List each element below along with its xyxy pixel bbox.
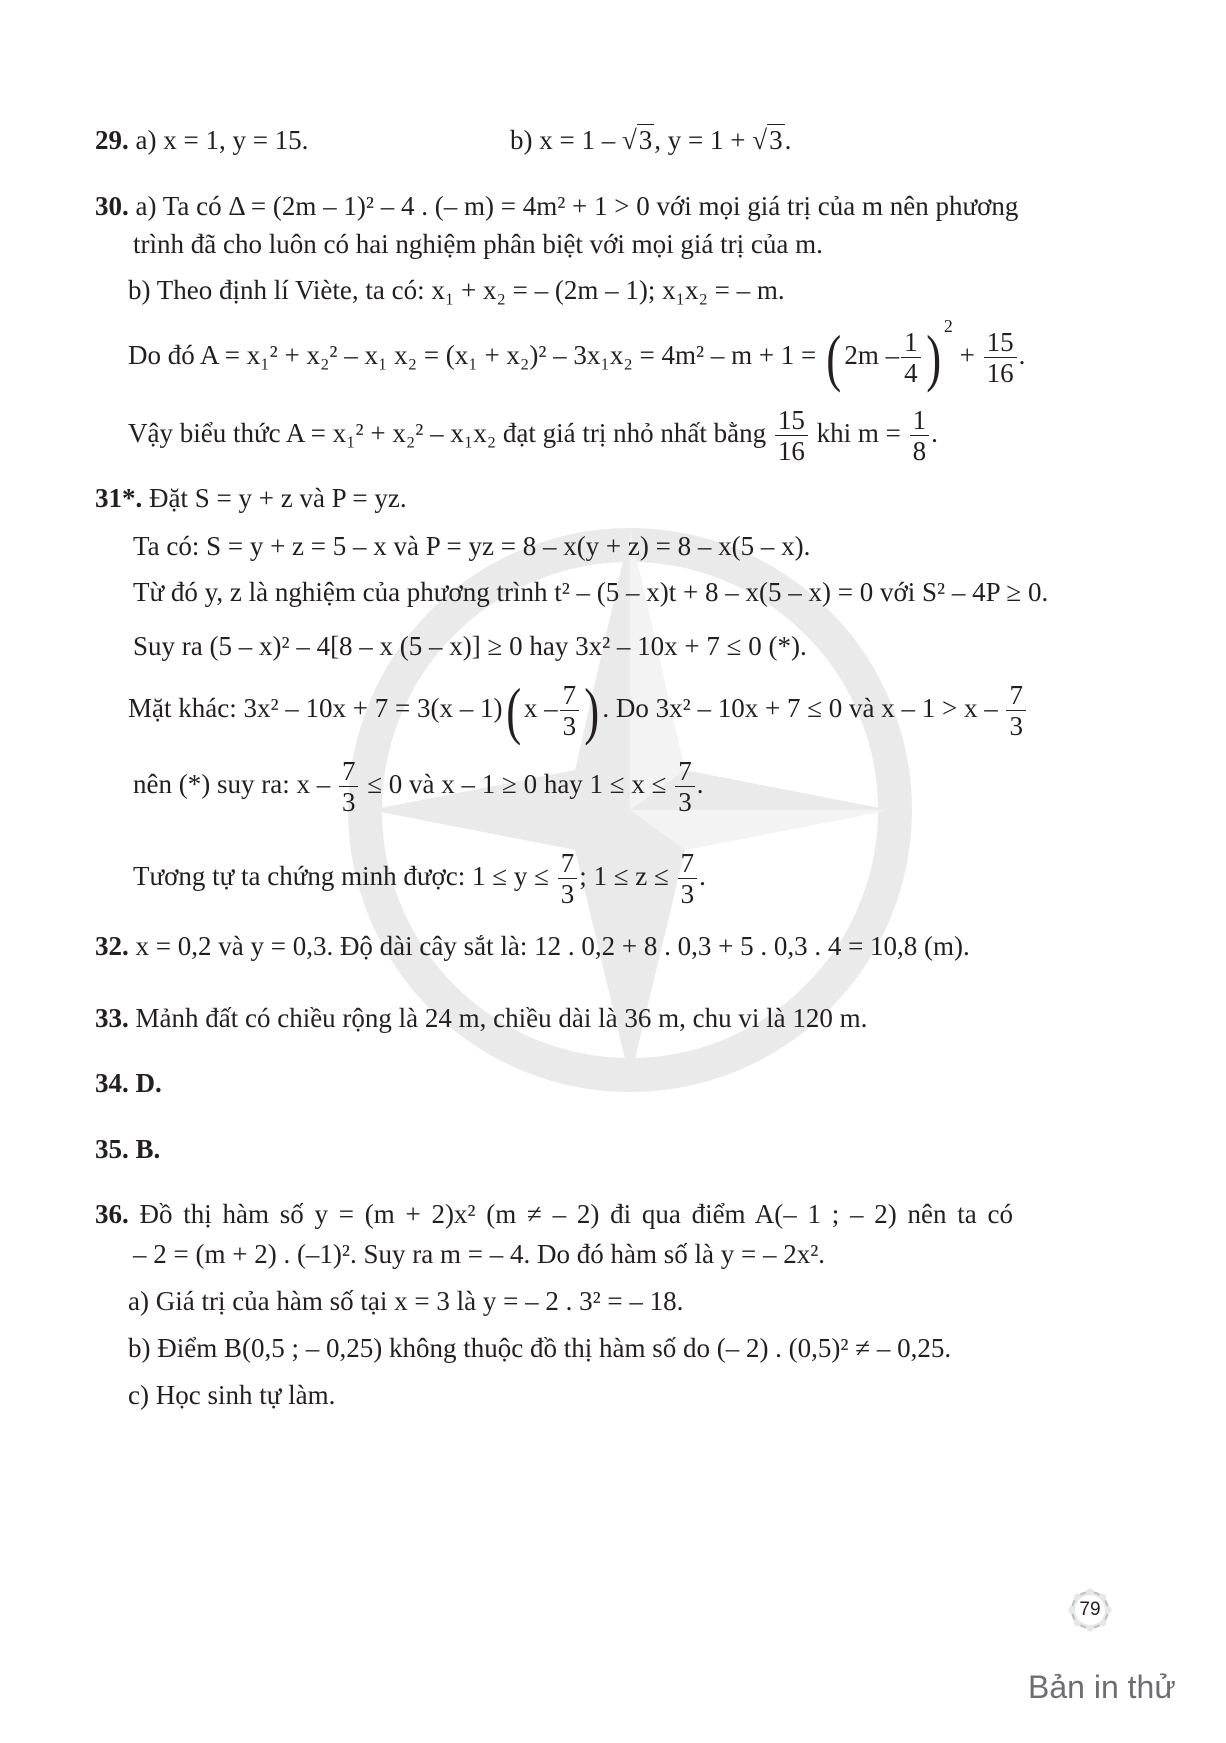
right-paren: ) xyxy=(584,674,600,746)
plus-sign: + xyxy=(959,340,975,370)
numerator: 15 xyxy=(775,405,808,436)
answer-number: 32. xyxy=(95,931,129,961)
answer-30-b-text2: Do đó A = x₁² + x₂² – x₁ x₂ = (x₁ + x₂)² – 3x₁x₂ = 4m² – m + 1 = xyxy=(128,340,817,370)
answer-33 xyxy=(95,1002,867,1034)
numerator: 7 xyxy=(339,756,359,787)
answer-number: 36. xyxy=(95,1199,129,1229)
fraction xyxy=(1006,680,1026,741)
answer-30-a-text1: a) Ta có Δ = (2m – 1)² – 4 . (– m) = 4m² + 1 > 0 với mọi giá trị của m nên phương xyxy=(135,191,1019,221)
answer-number: 30. xyxy=(95,191,129,221)
answer-31-text1: Đặt S = y + z và P = yz. xyxy=(149,483,407,513)
answer-number: 29. xyxy=(95,125,129,155)
answer-31-text5b: . Do 3x² – 10x + 7 ≤ 0 và x – 1 > x – xyxy=(602,692,998,723)
answer-35: 35. B. xyxy=(95,1134,161,1164)
answer-31-line2: Ta có: S = y + z = 5 – x và P = yz = 8 – x(y + z) = 8 – x(5 – x). xyxy=(133,531,811,561)
answer-31-line3: Từ đó y, z là nghiệm của phương trình t² – (5 – x)t + 8 – x(5 – x) = 0 với S² – 4P ≥ 0. xyxy=(133,577,1049,607)
fraction xyxy=(675,756,695,817)
denominator: 3 xyxy=(560,879,575,910)
fraction xyxy=(910,405,930,466)
sqrt-radicand: 3 xyxy=(638,125,653,155)
left-paren: ( xyxy=(826,322,842,393)
fraction xyxy=(984,327,1017,388)
numerator: 7 xyxy=(678,848,698,879)
page-number-badge xyxy=(1068,1588,1112,1632)
period: . xyxy=(699,860,706,891)
answer-29-b-mid: , y = 1 + xyxy=(654,125,753,155)
numerator: 7 xyxy=(1006,680,1026,711)
answer-30-a-line1 xyxy=(95,190,1018,222)
answer-32-text: x = 0,2 và y = 0,3. Độ dài cây sắt là: 12 . 0,2 + 8 . 0,3 + 5 . 0,3 . 4 = 10,8 (m). xyxy=(135,931,970,961)
answer-number: 33. xyxy=(95,1003,129,1033)
paren-inner: x – xyxy=(523,692,558,723)
period: . xyxy=(1018,340,1026,370)
answer-29 xyxy=(95,124,308,156)
answer-36-a: a) Giá trị của hàm số tại x = 3 là y = – 2 . 3² = – 18. xyxy=(128,1286,684,1316)
denominator: 3 xyxy=(678,787,692,818)
numerator: 1 xyxy=(901,327,921,358)
answer-29-b-pre: b) x = 1 – xyxy=(510,125,622,155)
answer-31-line7 xyxy=(133,848,706,909)
answer-31-line5 xyxy=(128,674,1028,746)
denominator: 4 xyxy=(904,358,918,389)
answer-30-b-line3 xyxy=(128,405,938,466)
answer-36-text1: Đồ thị hàm số y = (m + 2)x² (m ≠ – 2) đi qua điểm A(– 1 ; – 2) nên ta có xyxy=(139,1199,1013,1229)
page-number: 79 xyxy=(1079,1599,1101,1620)
fraction xyxy=(775,405,808,466)
exponent: 2 xyxy=(943,316,953,336)
answer-31-text7b: ; 1 ≤ z ≤ xyxy=(579,860,669,891)
answer-31-line1 xyxy=(95,482,407,514)
sqrt-sign: √ xyxy=(752,125,768,155)
numerator: 7 xyxy=(560,680,580,711)
denominator: 16 xyxy=(777,436,805,467)
answer-34: 34. D. xyxy=(95,1068,162,1098)
answer-33-text: Mảnh đất có chiều rộng là 24 m, chiều dài là 36 m, chu vi là 120 m. xyxy=(135,1003,868,1033)
answer-31-text7a: Tương tự ta chứng minh được: 1 ≤ y ≤ xyxy=(133,860,549,891)
denominator: 3 xyxy=(341,787,356,818)
answer-31-text6b: ≤ 0 và x – 1 ≥ 0 hay 1 ≤ x ≤ xyxy=(367,768,667,799)
numerator: 7 xyxy=(675,756,695,787)
answer-29-a: a) x = 1, y = 15. xyxy=(135,125,309,155)
numerator: 7 xyxy=(558,848,578,879)
answer-31-line4: Suy ra (5 – x)² – 4[8 – x (5 – x)] ≥ 0 hay 3x² – 10x + 7 ≤ 0 (*). xyxy=(133,631,807,661)
numerator: 1 xyxy=(910,405,930,436)
proof-label: Bản in thử xyxy=(1028,1669,1176,1705)
answer-36-line2: – 2 = (m + 2) . (–1)². Suy ra m = – 4. Do đó hàm số là y = – 2x². xyxy=(133,1239,826,1269)
left-paren: ( xyxy=(505,674,521,746)
answer-31-line6 xyxy=(133,756,703,817)
fraction xyxy=(901,327,921,388)
answer-29-b xyxy=(510,124,791,156)
fraction xyxy=(560,680,580,741)
condition-text: khi m = xyxy=(816,417,901,448)
answer-number: 31*. xyxy=(95,483,143,513)
answer-29-b-end: . xyxy=(784,125,792,155)
answer-31-text6a: nên (*) suy ra: x – xyxy=(133,768,331,799)
answer-32 xyxy=(95,930,970,962)
right-paren: ) xyxy=(925,322,941,393)
numerator: 15 xyxy=(984,327,1017,358)
denominator: 3 xyxy=(680,879,695,910)
sqrt-sign: √ xyxy=(621,125,637,155)
fraction xyxy=(558,848,578,909)
answer-30-b-line2 xyxy=(128,316,1026,393)
denominator: 16 xyxy=(986,358,1014,389)
period: . xyxy=(696,768,704,799)
answer-36-line1 xyxy=(95,1198,1013,1230)
answer-36-b: b) Điểm B(0,5 ; – 0,25) không thuộc đồ thị hàm số do (– 2) . (0,5)² ≠ – 0,25. xyxy=(128,1333,952,1363)
answer-30-b-line1: b) Theo định lí Viète, ta có: x₁ + x₂ = – (2m – 1); x₁x₂ = – m. xyxy=(128,275,785,305)
answer-31-text5a: Mặt khác: 3x² – 10x + 7 = 3(x – 1) xyxy=(128,692,503,723)
fraction xyxy=(678,848,698,909)
denominator: 8 xyxy=(912,436,927,467)
period: . xyxy=(931,417,938,448)
paren-inner: 2m – xyxy=(844,340,900,370)
denominator: 3 xyxy=(1009,711,1023,742)
fraction xyxy=(339,756,359,817)
answer-36-c: c) Học sinh tự làm. xyxy=(128,1380,336,1410)
denominator: 3 xyxy=(562,711,577,742)
answer-30-b-text3: Vậy biểu thức A = x₁² + x₂² – x₁x₂ đạt giá trị nhỏ nhất bằng xyxy=(128,417,767,448)
answer-30-a-line2: trình đã cho luôn có hai nghiệm phân biệt với mọi giá trị của m. xyxy=(133,229,823,259)
sqrt-radicand: 3 xyxy=(769,125,783,155)
